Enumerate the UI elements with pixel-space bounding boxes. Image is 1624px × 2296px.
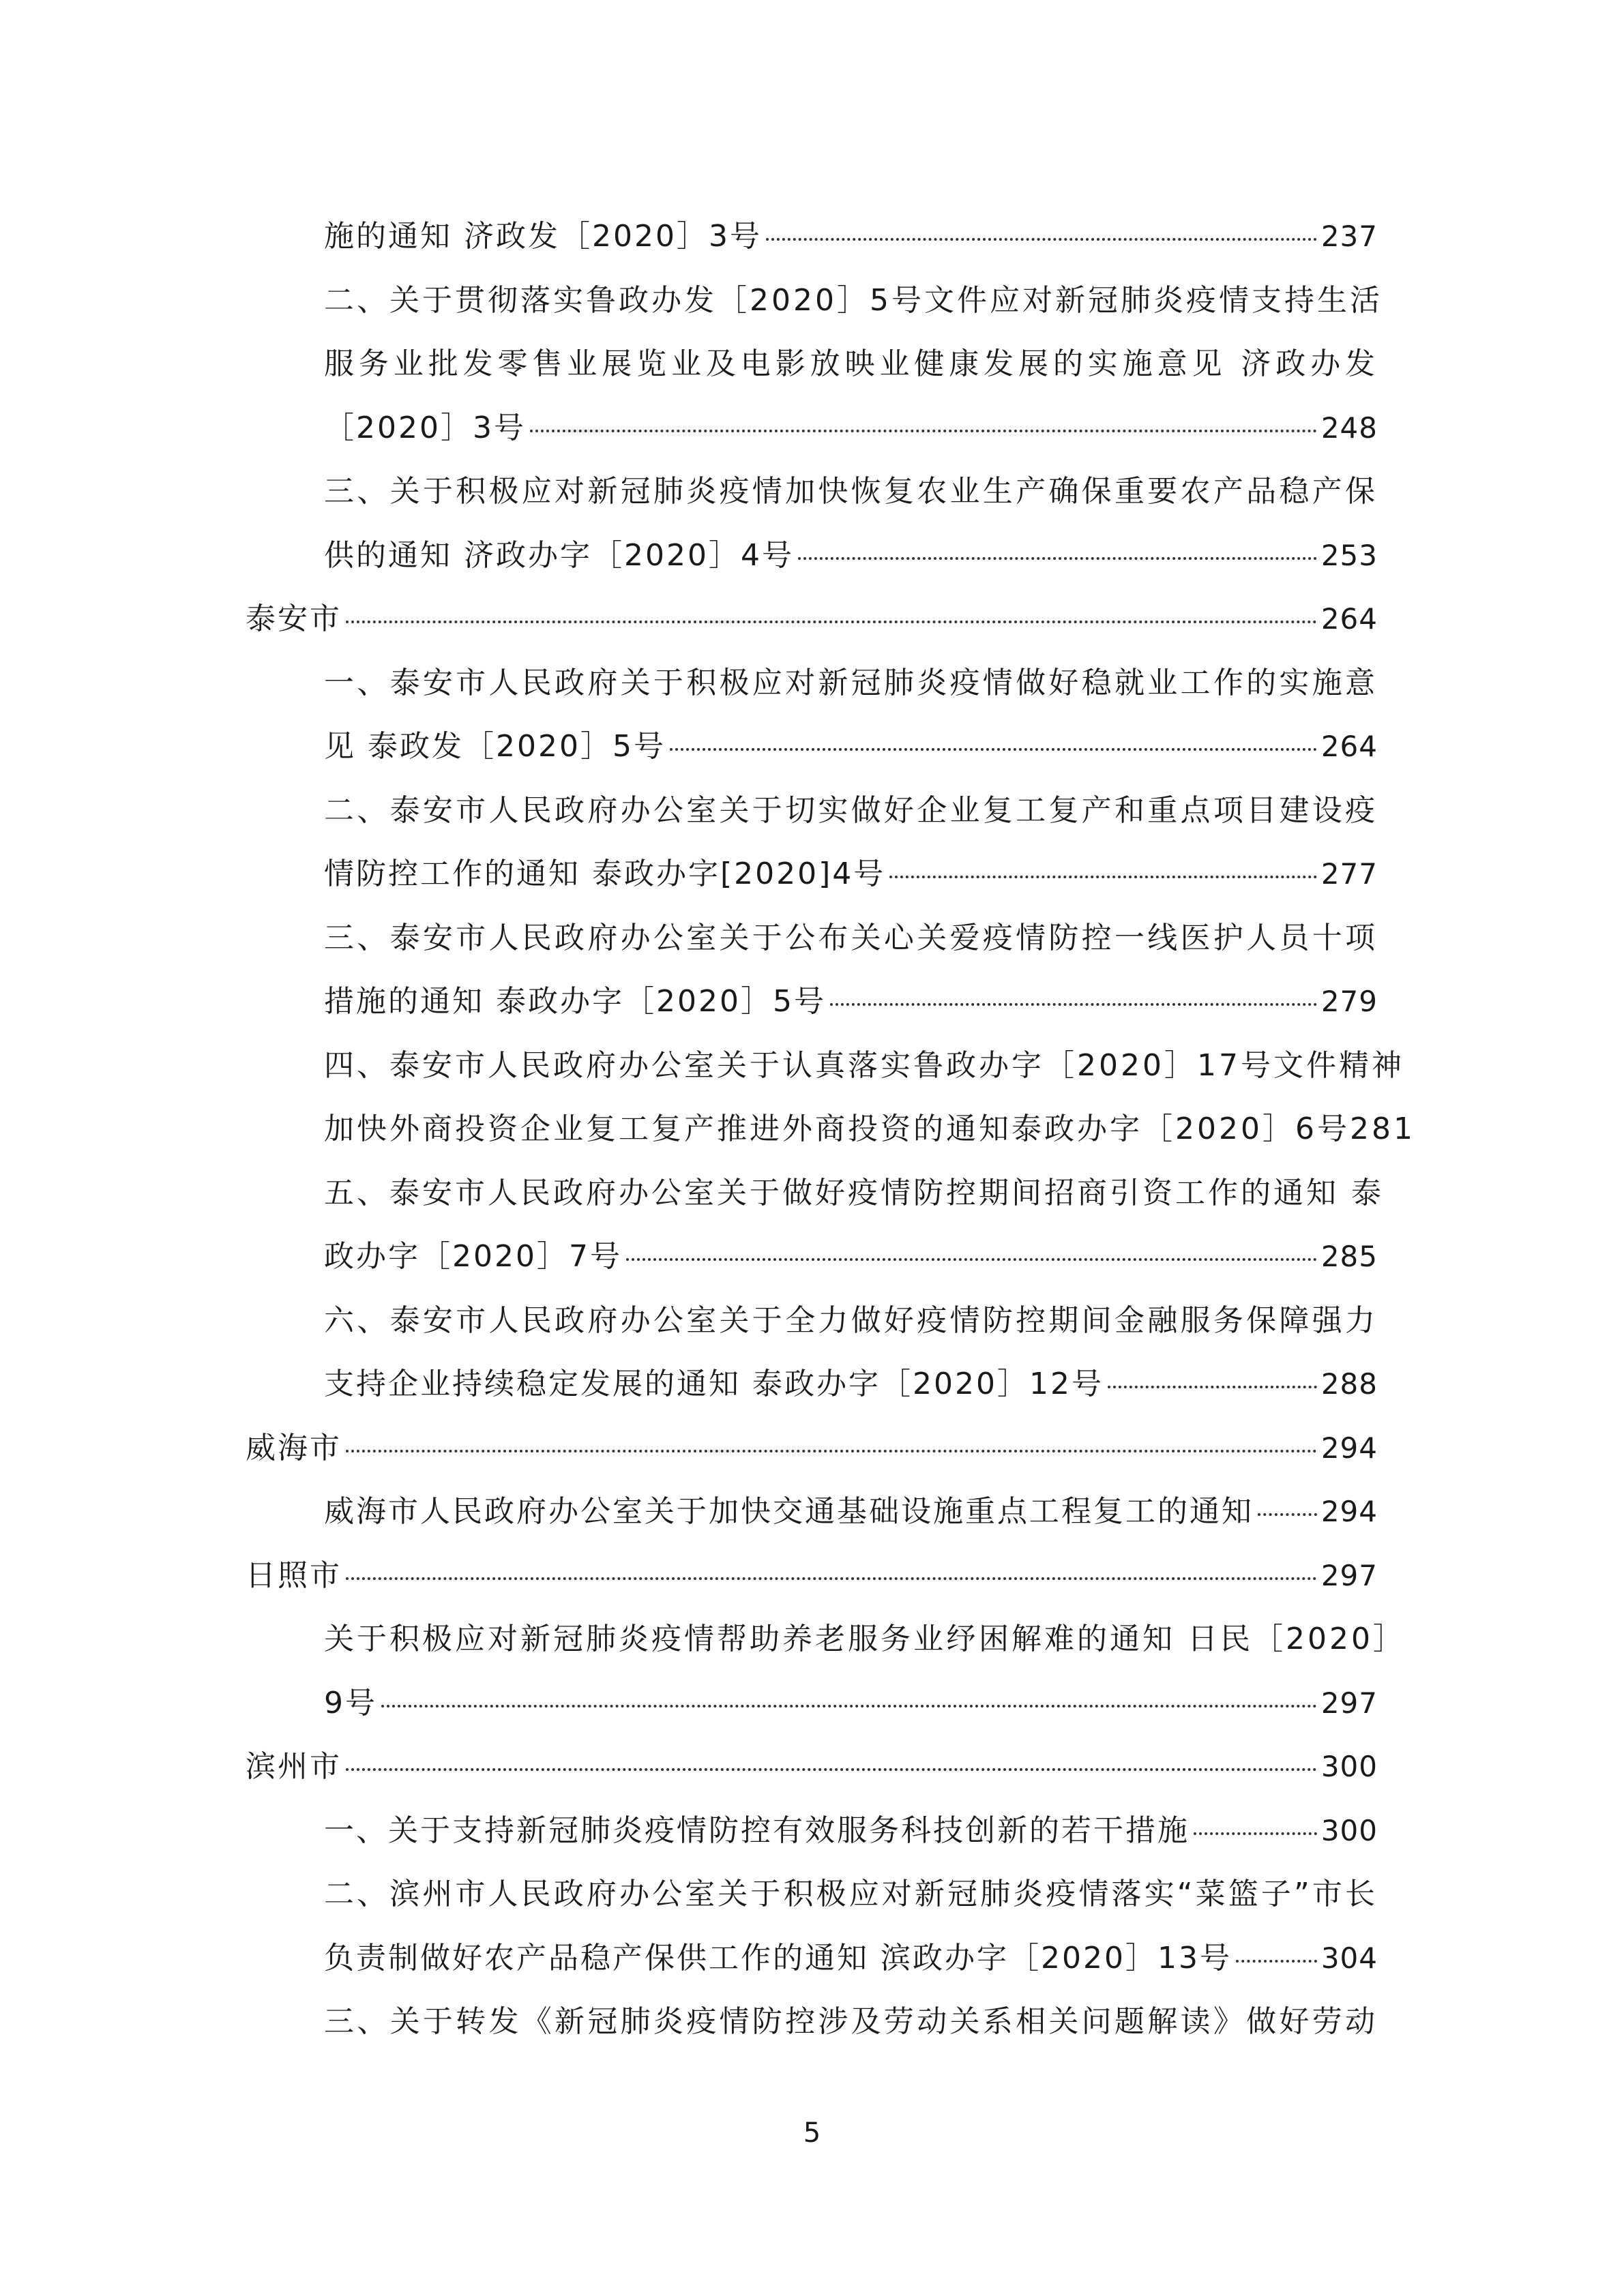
dot-leader: [530, 408, 1317, 438]
toc-entry[interactable]: [246, 1926, 1378, 1991]
toc-entry-page: 264: [1320, 602, 1378, 636]
toc-entry-title: 情防控工作的通知 泰政办字[2020]4号: [324, 856, 886, 891]
dot-leader: [346, 1428, 1317, 1458]
toc-entry-title: 措施的通知 泰政办字［2020］5号: [324, 984, 826, 1019]
toc-entry-page: 294: [1320, 1431, 1378, 1465]
toc-entry-title: 日照市: [246, 1557, 342, 1593]
toc-entry-page: 248: [1320, 411, 1378, 445]
toc-entry-title: 供的通知 济政办字［2020］4号: [324, 537, 794, 573]
toc-entry[interactable]: [246, 1225, 1378, 1289]
toc-entry-continuation[interactable]: [246, 1161, 1384, 1225]
toc-entry-text: 一、泰安市人民政府关于积极应对新冠肺炎疫情做好稳就业工作的实施意: [324, 665, 1378, 700]
toc-entry-continuation[interactable]: [246, 1607, 1406, 1671]
dot-leader: [670, 726, 1317, 756]
toc-entry-page: 300: [1320, 1750, 1378, 1783]
toc-entry-continuation[interactable]: [246, 906, 1378, 970]
toc-entry-continuation[interactable]: [246, 1097, 1415, 1161]
toc-entry-title: ［2020］3号: [324, 410, 526, 445]
toc-entry-title: 威海市: [246, 1430, 342, 1465]
toc-entry-text: 五、泰安市人民政府办公室关于做好疫情防控期间招商引资工作的通知 泰: [324, 1175, 1384, 1210]
toc-entry-continuation[interactable]: [246, 332, 1378, 396]
toc-entry[interactable]: [246, 1480, 1378, 1544]
toc-entry-continuation[interactable]: [246, 1990, 1378, 2054]
table-of-contents: [246, 205, 1415, 2054]
dot-leader: [346, 1555, 1317, 1585]
toc-entry-text: 六、泰安市人民政府办公室关于全力做好疫情防控期间金融服务保障强力: [324, 1302, 1378, 1338]
toc-entry-title: 一、关于支持新冠肺炎疫情防控有效服务科技创新的若干措施: [324, 1813, 1190, 1848]
toc-entry-title: 支持企业持续稳定发展的通知 泰政办字［2020］12号: [324, 1367, 1104, 1401]
toc-entry-text: 二、滨州市人民政府办公室关于积极应对新冠肺炎疫情落实“菜篮子”市长: [324, 1877, 1378, 1911]
toc-entry[interactable]: [246, 524, 1378, 588]
toc-entry-continuation[interactable]: [246, 269, 1383, 333]
toc-entry-title: 见 泰政发［2020］5号: [324, 729, 666, 764]
toc-entry-title: 滨州市: [246, 1749, 342, 1784]
dot-leader: [798, 535, 1317, 565]
toc-entry-continuation[interactable]: [246, 651, 1378, 715]
toc-entry-page: 285: [1320, 1240, 1378, 1273]
toc-entry-title: 泰安市: [246, 601, 342, 636]
dot-leader: [889, 854, 1317, 884]
dot-leader: [626, 1236, 1317, 1266]
toc-entry-page: 297: [1320, 1686, 1378, 1720]
toc-entry[interactable]: [246, 1735, 1378, 1799]
toc-entry-page: 300: [1320, 1813, 1378, 1847]
dot-leader: [830, 981, 1317, 1011]
toc-entry-page: 277: [1320, 857, 1378, 891]
dot-leader: [1236, 1938, 1317, 1968]
toc-entry-text: 三、泰安市人民政府办公室关于公布关心关爱疫情防控一线医护人员十项: [324, 920, 1378, 955]
toc-entry-text: 四、泰安市人民政府办公室关于认真落实鲁政办字［2020］17号文件精神: [324, 1047, 1404, 1083]
dot-leader: [1108, 1364, 1317, 1394]
toc-entry-continuation[interactable]: [246, 779, 1378, 843]
toc-entry[interactable]: [246, 1416, 1378, 1480]
toc-entry-page: 279: [1320, 985, 1378, 1018]
toc-entry-page: 304: [1320, 1941, 1378, 1975]
toc-entry-continuation[interactable]: [246, 460, 1378, 524]
toc-entry-text: 三、关于积极应对新冠肺炎疫情加快恢复农业生产确保重要农产品稳产保: [324, 474, 1378, 509]
dot-leader: [381, 1683, 1317, 1713]
dot-leader: [1258, 1491, 1317, 1521]
toc-entry[interactable]: [246, 1352, 1378, 1416]
toc-entry-text: 二、泰安市人民政府办公室关于切实做好企业复工复产和重点项目建设疫: [324, 792, 1378, 828]
toc-entry-title: 9号: [324, 1685, 377, 1720]
toc-entry-text: 关于积极应对新冠肺炎疫情帮助养老服务业纾困解难的通知 日民［2020］: [324, 1622, 1406, 1656]
toc-entry-title: 施的通知 济政发［2020］3号: [324, 219, 762, 254]
toc-entry-text: 加快外商投资企业复工复产推进外商投资的通知泰政办字［2020］6号281: [324, 1112, 1415, 1146]
toc-entry-page: 237: [1320, 220, 1378, 253]
toc-entry[interactable]: [246, 396, 1378, 460]
dot-leader: [346, 1746, 1317, 1776]
toc-entry[interactable]: [246, 587, 1378, 651]
toc-entry-continuation[interactable]: [246, 1289, 1378, 1353]
toc-entry-page: 294: [1320, 1495, 1378, 1528]
toc-entry-page: 288: [1320, 1367, 1378, 1401]
toc-entry-text: 三、关于转发《新冠肺炎疫情防控涉及劳动关系相关问题解读》做好劳动: [324, 2004, 1378, 2039]
toc-entry[interactable]: [246, 842, 1378, 906]
toc-entry-title: 负责制做好农产品稳产保供工作的通知 滨政办字［2020］13号: [324, 1940, 1232, 1976]
toc-entry-text: 二、关于贯彻落实鲁政办发［2020］5号文件应对新冠肺炎疫情支持生活: [324, 282, 1383, 318]
toc-entry-page: 297: [1320, 1558, 1378, 1592]
toc-entry[interactable]: [246, 970, 1378, 1034]
toc-entry-continuation[interactable]: [246, 1034, 1404, 1098]
dot-leader: [346, 599, 1317, 629]
toc-entry[interactable]: [246, 1671, 1378, 1735]
toc-entry[interactable]: [246, 1799, 1378, 1863]
toc-entry-page: 253: [1320, 538, 1378, 572]
toc-entry-continuation[interactable]: [246, 1862, 1378, 1926]
toc-entry[interactable]: [246, 715, 1378, 779]
toc-entry-text: 服务业批发零售业展览业及电影放映业健康发展的实施意见 济政办发: [324, 346, 1378, 381]
toc-entry[interactable]: [246, 1544, 1378, 1608]
toc-entry-title: 威海市人民政府办公室关于加快交通基础设施重点工程复工的通知: [324, 1494, 1254, 1529]
dot-leader: [1194, 1810, 1317, 1840]
page-number: 5: [803, 2117, 821, 2149]
toc-entry-title: 政办字［2020］7号: [324, 1239, 622, 1274]
toc-entry[interactable]: [246, 205, 1378, 269]
dot-leader: [766, 216, 1317, 246]
toc-entry-page: 264: [1320, 730, 1378, 763]
